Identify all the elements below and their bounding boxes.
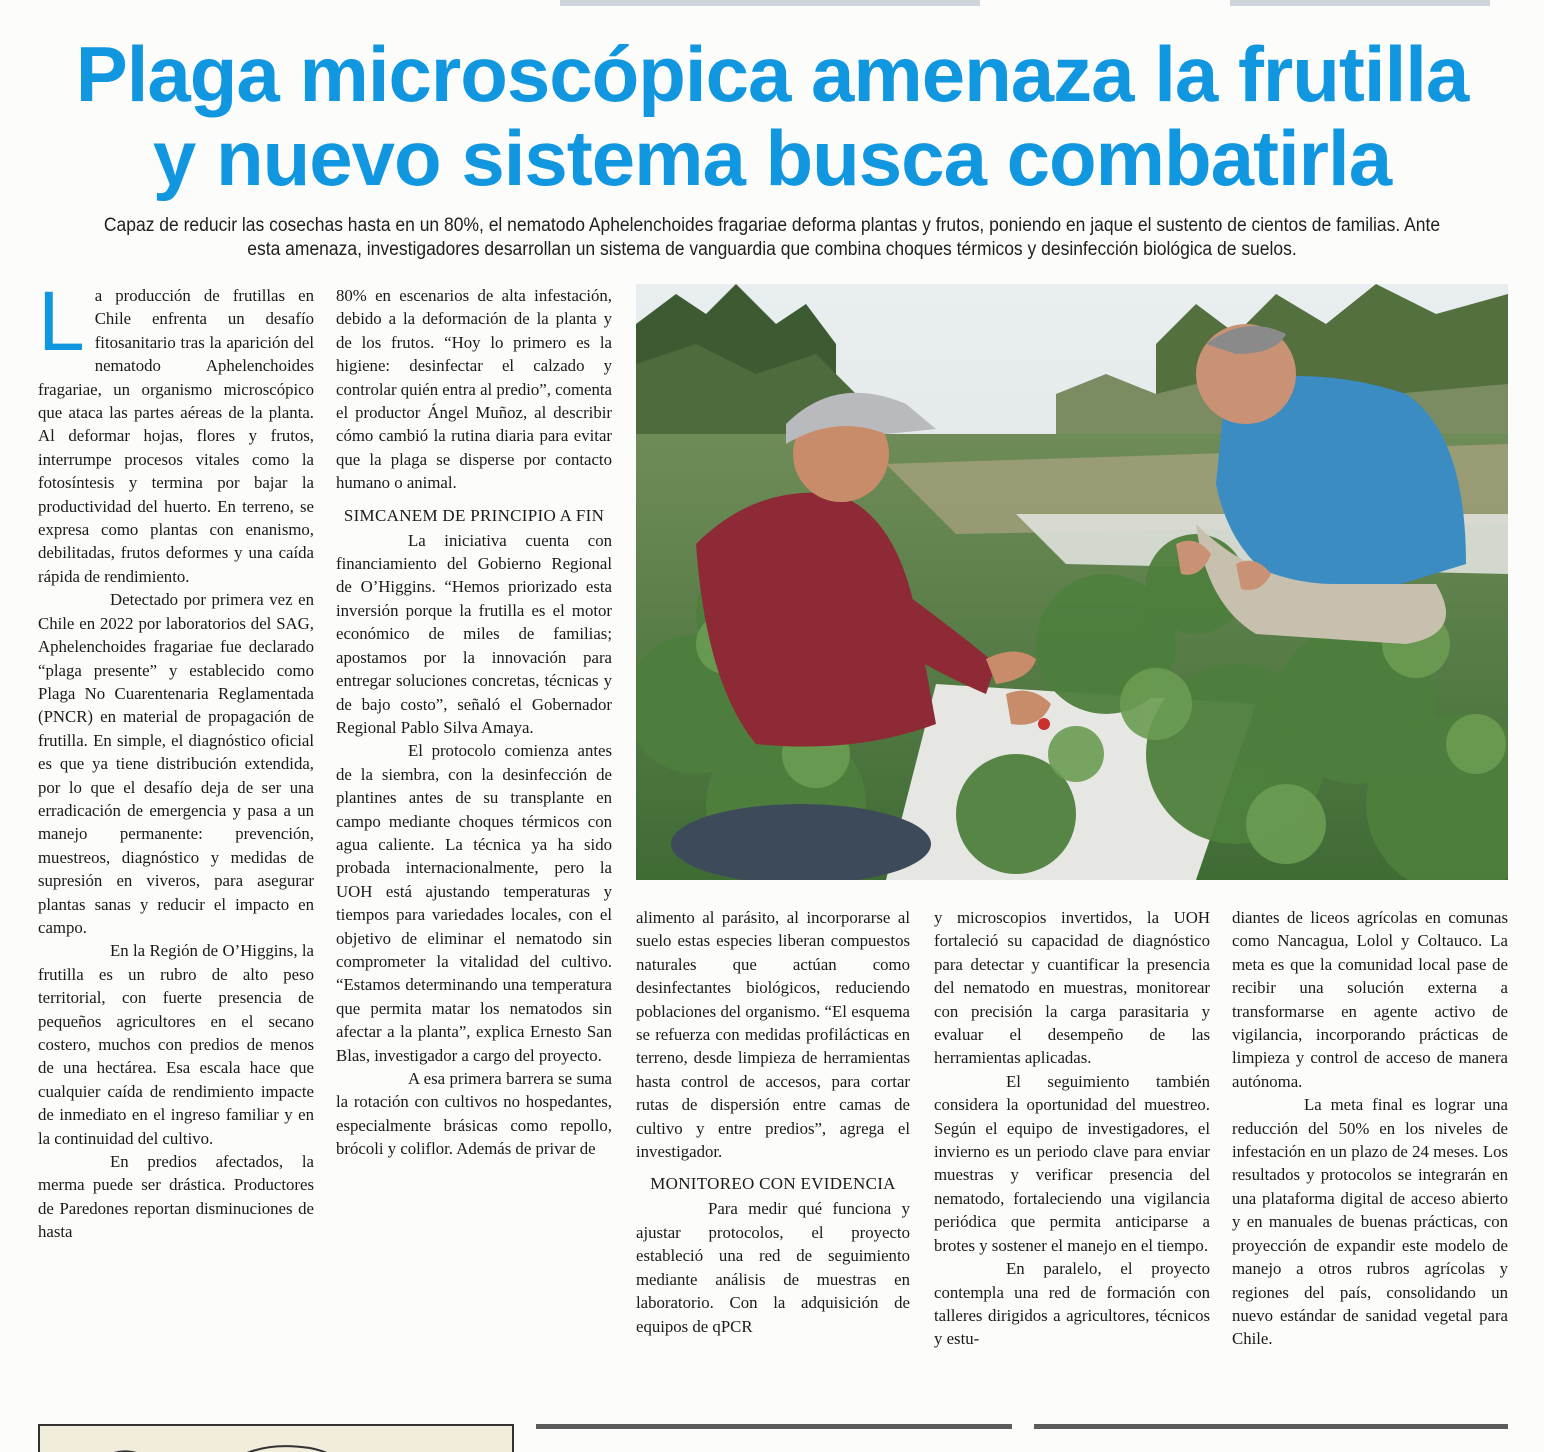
lead-paragraph — [38, 274, 314, 588]
top-strip-segment — [560, 0, 980, 6]
article-column-3 — [636, 906, 910, 1338]
section-heading: SIMCANEM DE PRINCIPIO A FIN — [343, 505, 605, 525]
paragraph: La meta final es lograr una reducción del 50% en los niveles de infestación en un plazo de 24 meses. Los resultados y protocolos se integrarán en una plataforma digital de acceso abierto y en manuales de buenas prácticas, con proyección de expandir este modelo de manejo a otros rubros agrícolas y regiones del país, consolidando un nuevo estándar de sanidad vegetal para Chile. — [1232, 1095, 1508, 1349]
paragraph: alimento al parásito, al incorporarse al suelo estas especies liberan compuestos naturales que actúan como desinfectantes biológicos, reduciendo poblaciones del organismo. “El esquema se refuerza con medidas profilácticas en terreno, desde limpieza de herramientas hasta control de accesos, para cortar rutas de dispersión entre camas de cultivo y entre predios”, agrega el investigador. — [636, 908, 910, 1162]
paragraph: En la Región de O’Higgins, la frutilla es un rubro de alto peso territorial, con fuerte presencia de pequeños agricultores en el secano costero, muchos con predios de menos de una hectárea. Esa escala hace que cualquier caída de rendimiento impacte de inmediato en el ingreso familiar y en la continuidad del cultivo. — [38, 941, 314, 1148]
bottom-box-left — [38, 1424, 514, 1452]
article-photo — [636, 284, 1508, 880]
paragraph: y microscopios invertidos, la UOH fortaleció su capacidad de diagnóstico para detectar y cuantificar la presencia del nematodo en muestras, monitorear con precisión la carga parasitaria y evaluar el desempeño de las herramientas aplicadas. — [934, 908, 1210, 1068]
headline-line-1: Plaga microscópica amenaza la frutilla — [75, 30, 1469, 118]
lead-paragraph-text: a producción de frutillas en Chile enfrenta un desafío fitosanitario tras la aparición del nematodo Aphelenchoides fragariae, un organismo microscópico que ataca las partes aéreas de la planta. Al deformar hojas, flores y frutos, interrumpe procesos vitales como la fotosíntesis y termina por bajar la productividad del huerto. En terreno, se expresa como plantas con enanismo, debilitadas, frutos deformes y una caída rápida de rendimiento. — [38, 286, 314, 586]
article-column-1 — [38, 274, 314, 1244]
top-strip-segment — [1230, 0, 1490, 6]
script-lettering-fragment — [70, 1434, 370, 1452]
headline — [20, 32, 1524, 200]
paragraph: La iniciativa cuenta con financiamiento del Gobierno Regional de O’Higgins. “Hemos priorizado esta inversión porque la frutilla es el motor económico de miles de familias; apostamos por la innovación para entregar soluciones concretas, técnicas y de bajo costo”, señaló el Gobernador Regional Pablo Silva Amaya. — [336, 530, 612, 737]
headline-line-2: y nuevo sistema busca combatirla — [152, 114, 1392, 202]
paragraph: A esa primera barrera se suma la rotación con cultivos no hospedantes, especialmente brásicas como repollo, brócoli y coliflor. Además de privar de — [336, 1069, 612, 1159]
bottom-box-right — [1034, 1424, 1508, 1452]
paragraph: En paralelo, el proyecto contempla una red de formación con talleres dirigidos a agricultores, técnicos y estu- — [934, 1259, 1210, 1349]
strawberry-field-photo — [636, 284, 1508, 880]
article-column-2 — [336, 284, 612, 1161]
paragraph: Para medir qué funciona y ajustar protocolos, el proyecto estableció una red de seguimiento mediante análisis de muestras en laboratorio. Con la adquisición de equipos de qPCR — [636, 1199, 910, 1336]
drop-cap: L — [38, 274, 85, 368]
paragraph: 80% en escenarios de alta infestación, debido a la deformación de la planta y de los frutos. “Hoy lo primero es la higiene: desinfectar el calzado y controlar quién entra al predio”, comenta el productor Ángel Muñoz, al describir cómo cambió la rutina diaria para evitar que la plaga se disperse por contacto humano o animal. — [336, 286, 612, 493]
paragraph: Detectado por primera vez en Chile en 2022 por laboratorios del SAG, Aphelenchoides fragariae fue declarado “plaga presente” y establecido como Plaga No Cuarentenaria Reglamentada (PNCR) en material de propagación de frutilla. En simple, el diagnóstico oficial es que ya tiene distribución extendida, por lo que el desafío deja de ser una erradicación de emergencia y pasa a un manejo permanente: prevención, muestreos, diagnóstico y medidas de supresión en viveros, para asegurar plantas sanas y reducir el impacto en campo. — [38, 590, 314, 937]
paragraph: diantes de liceos agrícolas en comunas como Nancagua, Lolol y Coltauco. La meta es que la comunidad local pase de recibir una solución externa a transformarse en agente activo de vigilancia, incorporando prácticas de limpieza y control de acceso de manera autónoma. — [1232, 908, 1508, 1091]
section-heading: MONITOREO CON EVIDENCIA — [650, 1174, 896, 1194]
subheadline: Capaz de reducir las cosechas hasta en un 80%, el nematodo Aphelenchoides fragariae deforma plantas y frutos, poniendo en jaque el sustento de cientos de familias. Ante esta amenaza, investigadores desarrollan un sistema de vanguardia que combina choques térmicos y desinfección biológica de suelos. — [103, 215, 1441, 260]
article-column-5 — [1232, 906, 1508, 1351]
paragraph: En predios afectados, la merma puede ser drástica. Productores de Paredones reportan disminuciones de hasta — [38, 1152, 314, 1242]
paragraph: El seguimiento también considera la oportunidad del muestreo. Según el equipo de investigadores, el invierno es un periodo clave para enviar muestras y verificar presencia del nematodo, fortaleciendo una vigilancia periódica que permita anticiparse a brotes y sostener el manejo en el tiempo. — [934, 1071, 1210, 1255]
article-column-4 — [934, 906, 1210, 1351]
top-strip-remnant — [0, 0, 1544, 10]
paragraph: El protocolo comienza antes de la siembra, con la desinfección de plantines antes de su transplante en campo mediante choques térmicos con agua caliente. La técnica ya ha sido probada internacionalmente, pero la UOH está ajustando temperaturas y tiempos para variedades locales, con el objetivo de eliminar el nematodo sin comprometer la vitalidad del cultivo. “Estamos determinando una temperatura que permita matar los nematodos sin afectar a la planta”, explica Ernesto San Blas, investigador a cargo del proyecto. — [336, 741, 612, 1065]
bottom-box-middle — [536, 1424, 1012, 1452]
